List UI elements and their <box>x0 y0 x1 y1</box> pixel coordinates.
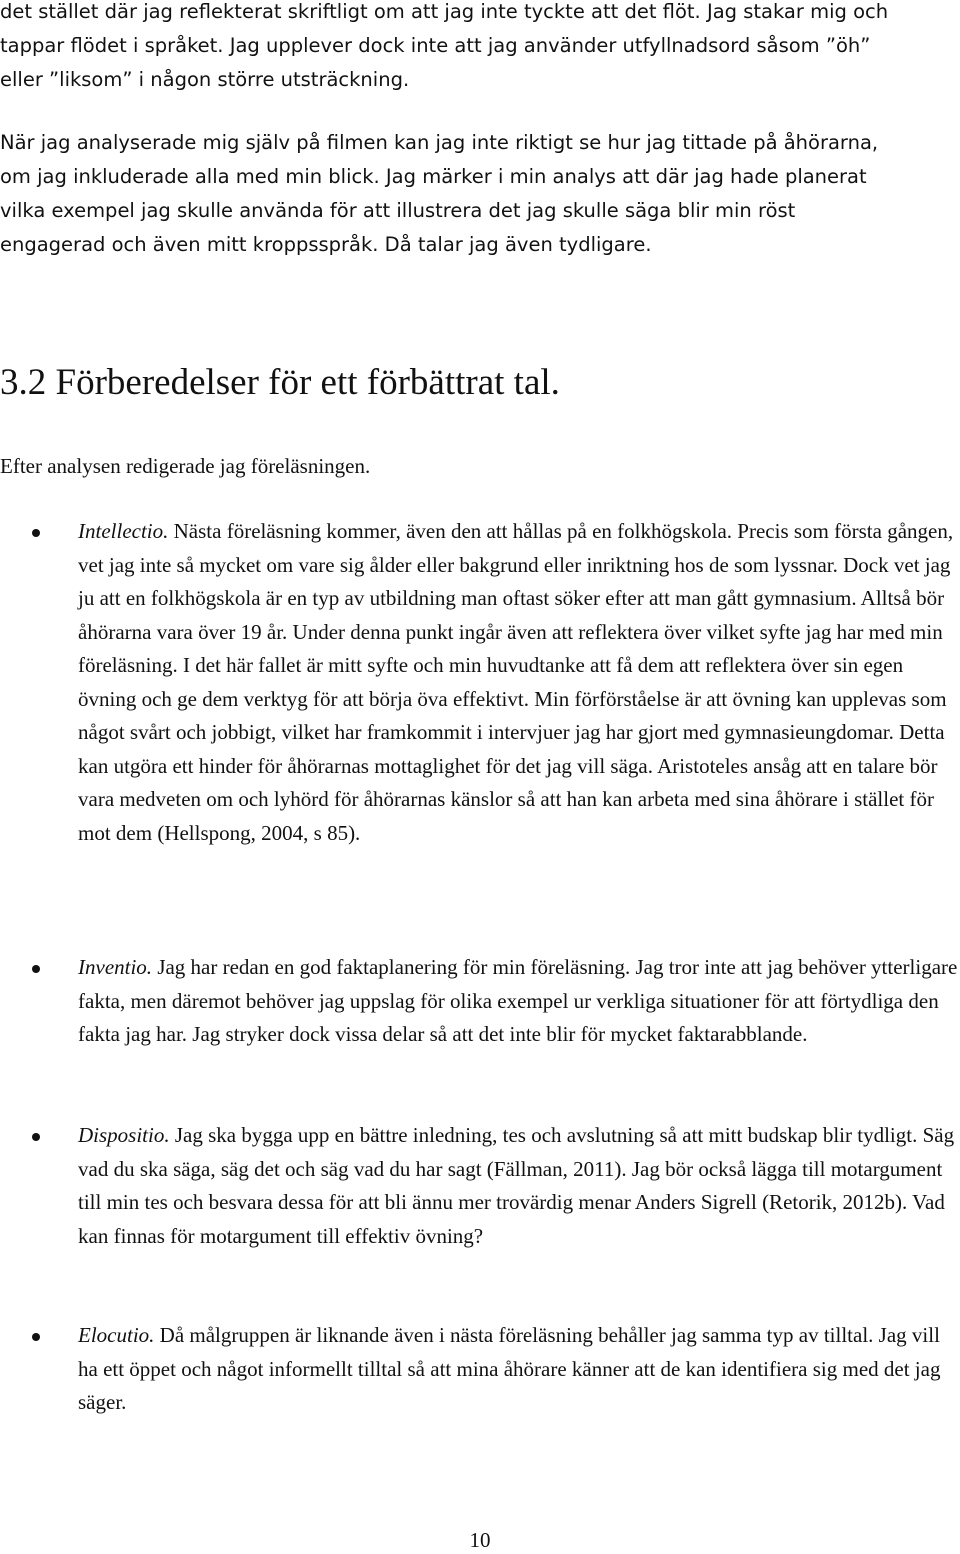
list-item-text <box>78 515 960 850</box>
body-paragraph: När jag analyserade mig själv på filmen kan jag inte riktigt se hur jag tittade på åhörarna, om jag inkluderade alla med min blick. Jag märker i min analys att där jag hade planerat vilka exempel jag skulle använda för att illustrera det jag skulle säga blir min röst engagerad och även mitt kroppsspråk. Då talar jag även tydligare. <box>0 131 879 256</box>
list-item-text <box>78 1319 960 1420</box>
list-item-term: Inventio. <box>78 955 153 979</box>
bullet-icon <box>32 529 40 537</box>
list-item-text <box>78 1119 960 1253</box>
list-item-text <box>78 951 960 1052</box>
list-item-term: Elocutio. <box>78 1323 155 1347</box>
body-paragraph: det stället där jag reflekterat skriftligt om att jag inte tyckte att det flöt. Jag stakar mig och tappar flödet i språket. Jag upplever dock inte att jag använder utfyllnadsord såsom ”öh” eller ”liksom” i någon större utsträckning. <box>0 0 889 91</box>
list-item-body: Nästa föreläsning kommer, även den att hållas på en folkhögskola. Precis som första gången, vet jag inte så mycket om vare sig ålder eller bakgrund eller inriktning hos de som lyssnar. Dock vet jag ju att en folkhögskola är en typ av utbildning man oftast söker efter att man gått gymnasium. Alltså bör åhörarna vara över 19 år. Under denna punkt ingår även att reflektera över vilket syfte jag har med min föreläsning. I det här fallet är mitt syfte och min huvudtanke att få dem att reflektera över sin egen övning och ge dem verktyg för att börja öva effektivt. Min förförståelse är att övning kan upplevas som något svårt och jobbigt, vilket har framkommit i intervjuer jag har gjort med gymnasieungdomar. Detta kan utgöra ett hinder för åhörarnas mottaglighet för det jag vill säga. Aristoteles ansåg att en talare bör vara medveten om och lyhörd för åhörarnas känslor så att han kan arbeta med sina åhörare i stället för mot dem (Hellspong, 2004, s 85). <box>78 519 954 845</box>
list-item-term: Dispositio. <box>78 1123 170 1147</box>
section-heading: 3.2 Förberedelser för ett förbättrat tal. <box>0 362 560 403</box>
bullet-icon <box>32 1133 40 1141</box>
section-intro: Efter analysen redigerade jag föreläsningen. <box>0 454 371 478</box>
list-item-body: Då målgruppen är liknande även i nästa föreläsning behåller jag samma typ av tilltal. Jag vill ha ett öppet och något informellt tilltal så att mina åhörare känner att de kan identifiera sig med det jag säger. <box>78 1323 941 1414</box>
list-item-term: Intellectio. <box>78 519 169 543</box>
page-number: 10 <box>469 1528 491 1552</box>
bullet-icon <box>32 965 40 973</box>
bullet-icon <box>32 1333 40 1341</box>
list-item-body: Jag har redan en god faktaplanering för min föreläsning. Jag tror inte att jag behöver ytterligare fakta, men däremot behöver jag uppslag för olika exempel ur verkliga situationer för att förtydliga den fakta jag har. Jag stryker dock vissa delar så att det inte blir för mycket faktarabblande. <box>78 955 958 1046</box>
list-item-body: Jag ska bygga upp en bättre inledning, tes och avslutning så att mitt budskap blir tydligt. Säg vad du ska säga, säg det och säg vad du har sagt (Fällman, 2011). Jag bör också lägga till motargument till min tes och besvara dessa för att bli ännu mer trovärdig menar Anders Sigrell (Retorik, 2012b). Vad kan finnas för motargument till effektiv övning? <box>78 1123 955 1248</box>
